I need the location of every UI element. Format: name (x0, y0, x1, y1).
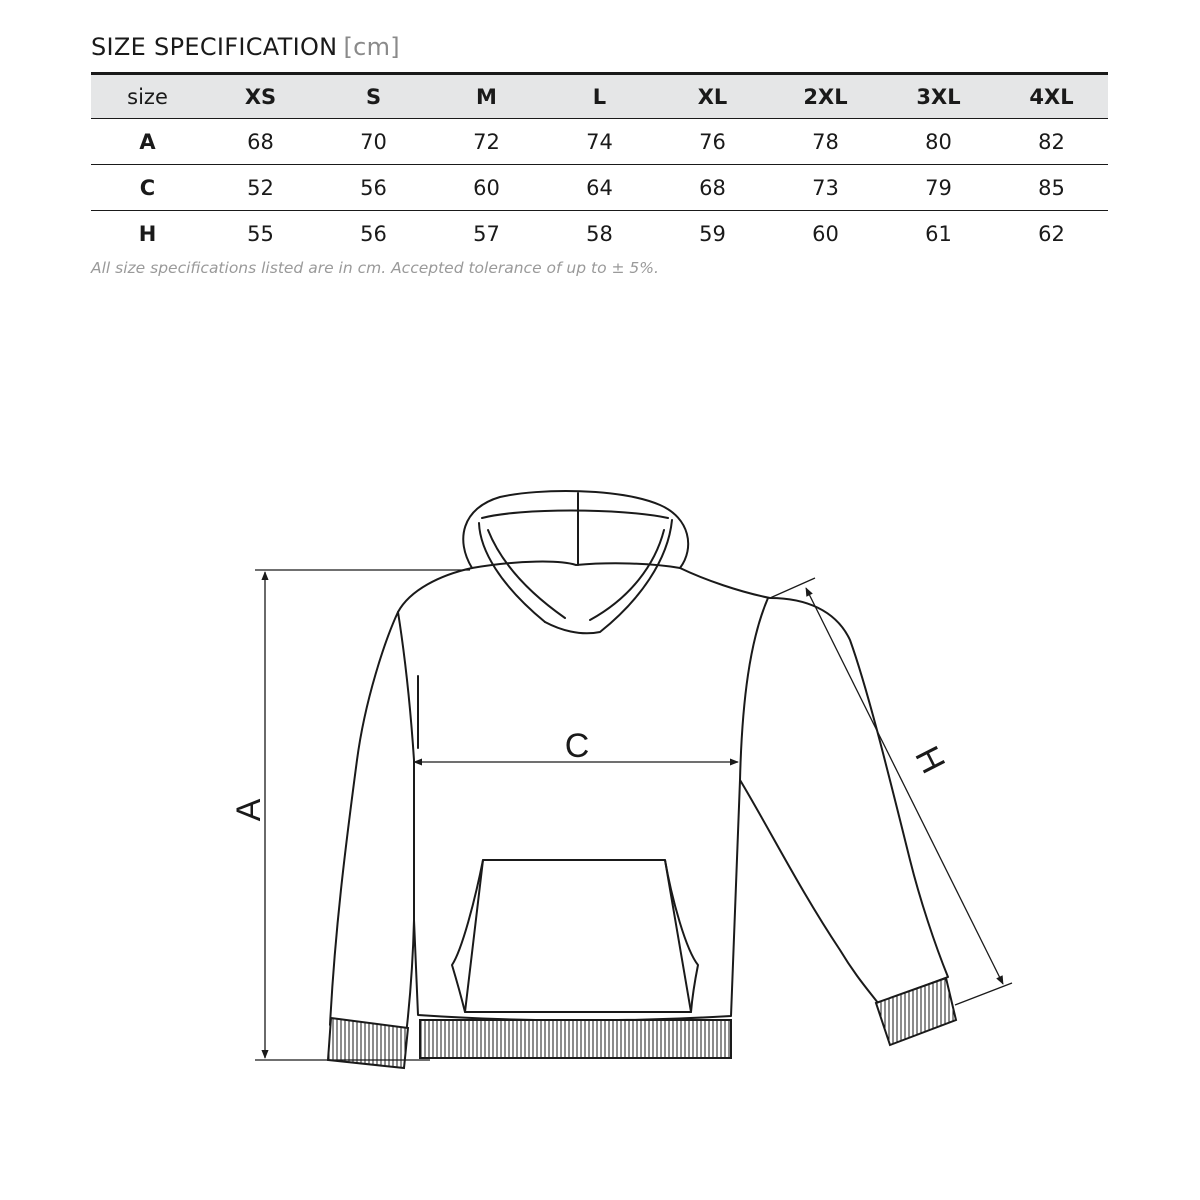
table-cell: 72 (473, 129, 500, 154)
label-c: C (564, 727, 590, 765)
table-cell: 52 (247, 175, 274, 200)
table-header-cell: 4XL (995, 74, 1108, 119)
label-a: A (230, 798, 268, 822)
table-cell: 68 (247, 129, 274, 154)
table-cell: 60 (812, 221, 839, 246)
rib-trims (328, 978, 956, 1068)
table-cell: 80 (925, 129, 952, 154)
hood-top-stitch (482, 511, 668, 519)
table-header-cell: size (91, 74, 204, 119)
pocket-right-opening (665, 860, 698, 1012)
table-cell: 79 (925, 175, 952, 200)
title-text: SIZE SPECIFICATION (91, 33, 338, 61)
table-header-cell: S (317, 74, 430, 119)
table-header-cell: XL (656, 74, 769, 119)
table-cell: 56 (360, 175, 387, 200)
hood-inner-left (479, 523, 545, 622)
table-cell: 62 (1038, 221, 1065, 246)
table-header-cell: L (543, 74, 656, 119)
table-cell: 56 (360, 221, 387, 246)
table-cell: 78 (812, 129, 839, 154)
title-unit: [cm] (343, 33, 400, 61)
h-extension-bottom (955, 983, 1012, 1005)
table-cell: 85 (1038, 175, 1065, 200)
label-h: H (907, 740, 953, 780)
tolerance-note: All size specifications listed are in cm. Accepted tolerance of up to ± 5%. (91, 259, 659, 277)
table-header-cell: M (430, 74, 543, 119)
table-cell: 60 (473, 175, 500, 200)
table-header-cell: XS (204, 74, 317, 119)
table-cell: 74 (586, 129, 613, 154)
kangaroo-pocket (465, 860, 691, 1012)
table-cell: 58 (586, 221, 613, 246)
table-cell: 64 (586, 175, 613, 200)
h-extension-top (770, 578, 815, 598)
measure-labels (230, 727, 952, 821)
right-armhole-seam (740, 598, 768, 780)
left-sleeve-seam (398, 612, 414, 920)
right-cuff (876, 978, 956, 1045)
table-header-cell: 2XL (769, 74, 882, 119)
table-cell: 57 (473, 221, 500, 246)
table-cell: 73 (812, 175, 839, 200)
table-cell: 68 (699, 175, 726, 200)
table-cell: 82 (1038, 129, 1065, 154)
waistband (420, 1020, 731, 1058)
row-label: C (139, 175, 156, 200)
row-label: A (139, 129, 156, 154)
table-cell: 55 (247, 221, 274, 246)
table-header-cell: 3XL (882, 74, 995, 119)
table-cell: 59 (699, 221, 726, 246)
table-cell: 76 (699, 129, 726, 154)
table-cell: 61 (925, 221, 952, 246)
table-cell: 70 (360, 129, 387, 154)
row-label: H (138, 221, 157, 246)
hoodie-body-outline (330, 568, 948, 1035)
h-measure-line (806, 588, 1003, 984)
hoodie-sketch-icon (330, 491, 948, 1035)
